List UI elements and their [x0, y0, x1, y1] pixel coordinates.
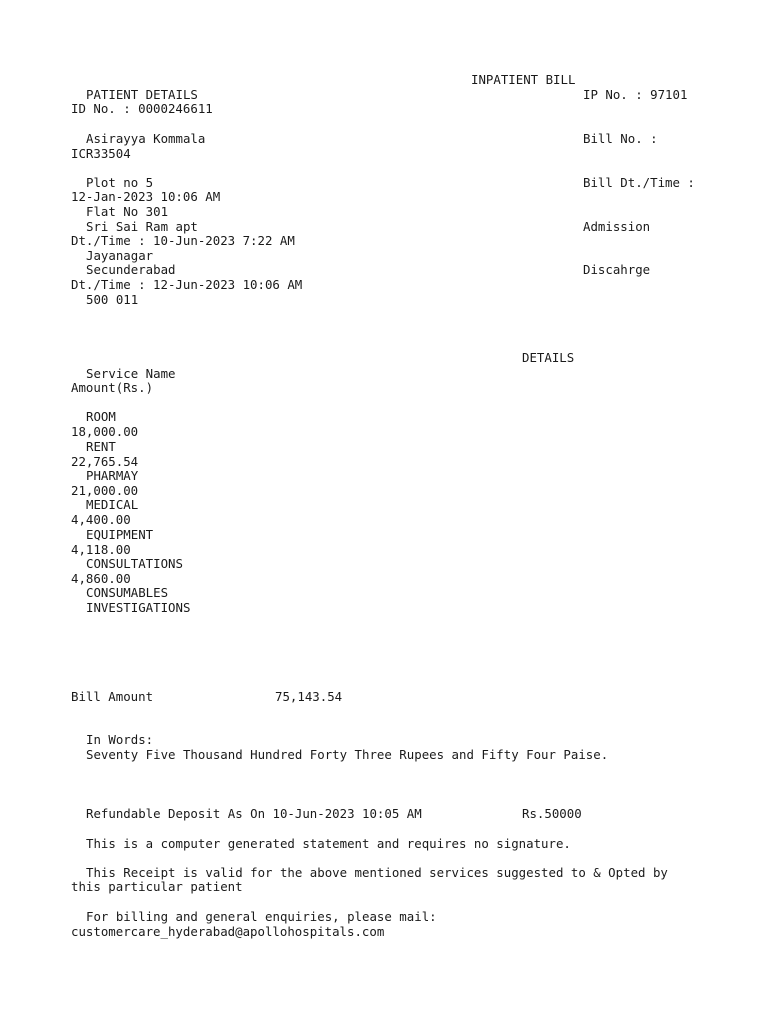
service-name: PHARMAY [86, 468, 139, 483]
address-line-5: Secunderabad [86, 262, 176, 277]
service-amount: 18,000.00 [71, 424, 139, 439]
service-name: RENT [86, 439, 116, 454]
service-name-header: Service Name [86, 366, 176, 381]
enquiry-email: customercare_hyderabad@apollohospitals.com [71, 924, 385, 939]
discharge-label: Discahrge [583, 262, 651, 277]
service-name: CONSULTATIONS [86, 556, 183, 571]
address-pincode: 500 011 [86, 292, 139, 307]
service-amount: 4,118.00 [71, 542, 131, 557]
address-line-4: Jayanagar [86, 248, 154, 263]
address-line-2: Flat No 301 [86, 204, 169, 219]
bill-datetime-value: 12-Jan-2023 10:06 AM [71, 189, 221, 204]
refundable-deposit-label: Refundable Deposit As On 10-Jun-2023 10:05 AM [86, 806, 422, 821]
bill-number-value: ICR33504 [71, 146, 131, 161]
receipt-validity-note: This Receipt is valid for the above mentioned services suggested to & Opted by [86, 865, 668, 880]
address-line-3: Sri Sai Ram apt [86, 219, 198, 234]
bill-amount-value: 75,143.54 [275, 689, 343, 704]
service-amount: 4,860.00 [71, 571, 131, 586]
bill-title: INPATIENT BILL [471, 72, 576, 87]
bill-amount-label: Bill Amount [71, 689, 154, 704]
details-heading: DETAILS [522, 350, 575, 365]
discharge-datetime: Dt./Time : 12-Jun-2023 10:06 AM [71, 277, 303, 292]
ip-number: IP No. : 97101 [583, 87, 688, 102]
in-words-label: In Words: [86, 732, 154, 747]
service-name: EQUIPMENT [86, 527, 154, 542]
in-words-value: Seventy Five Thousand Hundred Forty Three Rupees and Fifty Four Paise. [86, 747, 609, 762]
enquiry-note: For billing and general enquiries, please mail: [86, 909, 437, 924]
service-amount: 4,400.00 [71, 512, 131, 527]
patient-details-heading: PATIENT DETAILS [86, 87, 198, 102]
admission-datetime: Dt./Time : 10-Jun-2023 7:22 AM [71, 233, 295, 248]
service-name: ROOM [86, 409, 116, 424]
computer-generated-note: This is a computer generated statement and requires no signature. [86, 836, 571, 851]
receipt-validity-note-cont: this particular patient [71, 879, 243, 894]
amount-header: Amount(Rs.) [71, 380, 154, 395]
service-amount: 22,765.54 [71, 454, 139, 469]
bill-datetime-label: Bill Dt./Time : [583, 175, 695, 190]
admission-label: Admission [583, 219, 651, 234]
id-number: ID No. : 0000246611 [71, 101, 213, 116]
service-name: INVESTIGATIONS [86, 600, 191, 615]
refundable-deposit-value: Rs.50000 [522, 806, 582, 821]
service-name: MEDICAL [86, 497, 139, 512]
service-name: CONSUMABLES [86, 585, 169, 600]
patient-name: Asirayya Kommala [86, 131, 206, 146]
address-line-1: Plot no 5 [86, 175, 154, 190]
service-amount: 21,000.00 [71, 483, 139, 498]
bill-number-label: Bill No. : [583, 131, 658, 146]
